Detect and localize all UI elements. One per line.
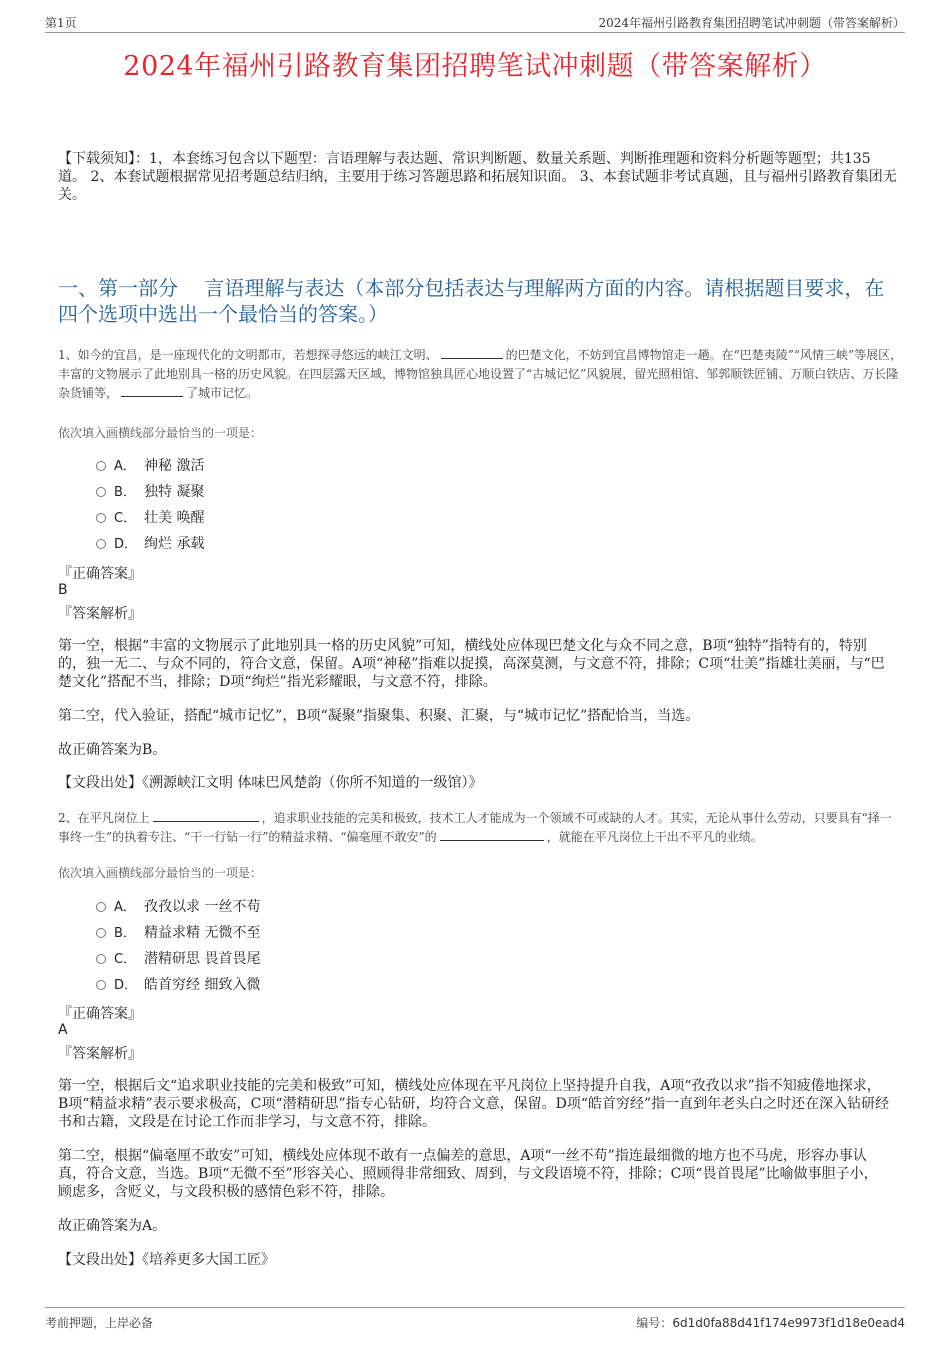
q1-conclusion: 故正确答案为B。 xyxy=(58,742,167,758)
q1-analysis-label: 『答案解析』 xyxy=(58,606,142,622)
radio-icon[interactable] xyxy=(96,928,106,938)
q2-conclusion: 故正确答案为A。 xyxy=(58,1218,167,1234)
option-key: B． xyxy=(114,485,136,500)
radio-icon[interactable] xyxy=(96,539,106,549)
q1-stem-part-a: 1、如今的宜昌，是一座现代化的文明都市，若想探寻悠远的峡江文明、 xyxy=(58,348,438,362)
header-doc-title: 2024年福州引路教育集团招聘笔试冲刺题（带答案解析） xyxy=(598,16,905,30)
q2-option-a[interactable] xyxy=(96,897,260,917)
page-number: 第1页 xyxy=(45,16,77,30)
option-text: 独特 凝聚 xyxy=(144,484,205,500)
q2-analysis-label: 『答案解析』 xyxy=(58,1046,142,1062)
q2-answer: A xyxy=(58,1022,68,1038)
q1-analysis-para-1: 第一空，根据“丰富的文物展示了此地别具一格的历史风貌”可知，横线处应体现巴楚文化与众不同之意，B项“独特”指特有的，特别的，独一无二、与众不同的，符合文意，保留。A项“神秘”指难以捉摸，高深莫测，与文意不符，排除；C项“壮美”指雄壮美丽，与“巴楚文化”搭配不当，排除；D项“绚烂”指光彩耀眼，与文意不符，排除。 xyxy=(58,638,885,690)
q1-stem-part-b: 的巴楚文化，不妨到宜昌博物馆走一趟。在“巴楚夷陵”“风情三峡”等展区，丰富的文物展示了此地别具一格的历史风貌。在四层露天区域，博物馆独具匠心地设置了“古城记忆”风貌展，留光照相馆、邹郭顺铁匠铺、万顺白铁店、万长隆杂货铺等， xyxy=(58,348,903,400)
radio-icon[interactable] xyxy=(96,461,106,471)
option-text: 神秘 激活 xyxy=(144,458,205,474)
footer-code-value: 6d1d0fa88d41f174e9973f1d18e0ead4 xyxy=(672,1316,905,1330)
q1-option-b[interactable] xyxy=(96,482,204,502)
q1-correct-label: 『正确答案』 xyxy=(58,566,142,582)
radio-icon[interactable] xyxy=(96,513,106,523)
q1-stem-part-c: 了城市记忆。 xyxy=(186,386,259,400)
option-key: A． xyxy=(114,900,136,915)
footer-doc-code xyxy=(636,1314,905,1331)
q1-analysis-para-2: 第二空，代入验证，搭配“城市记忆”，B项“凝聚”指聚集、积聚、汇聚，与“城市记忆”搭配恰当，当选。 xyxy=(58,708,700,724)
option-key: A． xyxy=(114,459,136,474)
q2-instruction: 依次填入画横线部分最恰当的一项是： xyxy=(58,866,263,880)
option-text: 孜孜以求 一丝不苟 xyxy=(144,899,261,915)
q1-option-d[interactable] xyxy=(96,534,204,554)
option-text: 皓首穷经 细致入微 xyxy=(144,977,261,993)
q1-source: 【文段出处】《溯源峡江文明 体味巴风楚韵（你所不知道的一级馆）》 xyxy=(58,775,483,791)
question-1-stem xyxy=(58,346,903,403)
q1-option-c[interactable] xyxy=(96,508,204,528)
download-notice: 【下载须知】：1，本套练习包含以下题型：言语理解与表达题、常识判断题、数量关系题、判断推理题和资料分析题等题型；共135道。 2、本套试题根据常见招考题总结归纳，主要用于练习答题思路和拓展知识面。 3、本套试题非考试真题，且与福州引路教育集团无关。 xyxy=(58,151,897,203)
radio-icon[interactable] xyxy=(96,902,106,912)
page-header xyxy=(45,14,905,33)
footer-slogan: 考前押题，上岸必备 xyxy=(45,1316,154,1330)
q1-blank-1 xyxy=(441,346,503,359)
section-heading: 一、第一部分 言语理解与表达（本部分包括表达与理解两方面的内容。请根据题目要求，在四个选项中选出一个最恰当的答案。） xyxy=(58,276,885,326)
option-text: 潜精研思 畏首畏尾 xyxy=(144,951,261,967)
option-key: C． xyxy=(114,952,137,967)
page-footer xyxy=(45,1307,905,1332)
document-title: 2024年福州引路教育集团招聘笔试冲刺题（带答案解析） xyxy=(123,51,827,82)
q1-option-a[interactable] xyxy=(96,456,204,476)
q2-analysis-para-2: 第二空，根据“偏毫厘不敢安”可知，横线处应体现不敢有一点偏差的意思，A项“一丝不苟”指连最细微的地方也不马虎，形容办事认真，符合文意，当选。B项“无微不至”形容关心、照顾得非常细致、周到，与文段语境不符，排除；C项“畏首畏尾”比喻做事胆子小，顾虑多，含贬义，与文段积极的感情色彩不符，排除。 xyxy=(58,1148,878,1200)
option-key: D． xyxy=(114,537,138,552)
q2-option-d[interactable] xyxy=(96,975,260,995)
q1-answer: B xyxy=(58,582,68,598)
radio-icon[interactable] xyxy=(96,954,106,964)
option-text: 精益求精 无微不至 xyxy=(144,925,261,941)
radio-icon[interactable] xyxy=(96,487,106,497)
q2-correct-label: 『正确答案』 xyxy=(58,1006,142,1022)
q2-source: 【文段出处】《培养更多大国工匠》 xyxy=(58,1252,275,1268)
footer-code-label: 编号： xyxy=(636,1316,673,1330)
option-key: B． xyxy=(114,926,136,941)
q2-option-b[interactable] xyxy=(96,923,260,943)
option-key: C． xyxy=(114,511,137,526)
q1-instruction: 依次填入画横线部分最恰当的一项是： xyxy=(58,426,263,440)
q2-blank-2 xyxy=(440,828,544,841)
q2-option-c[interactable] xyxy=(96,949,260,969)
q2-blank-1 xyxy=(153,809,259,822)
q1-blank-2 xyxy=(121,384,183,397)
radio-icon[interactable] xyxy=(96,980,106,990)
q2-analysis-para-1: 第一空，根据后文“追求职业技能的完美和极致”可知，横线处应体现在平凡岗位上坚持提升自我，A项“孜孜以求”指不知疲倦地探求，B项“精益求精”表示要求极高，C项“潜精研思”指专心钻研，均符合文意，保留。D项“皓首穷经”指一直到年老头白之时还在深入钻研经书和古籍，文段是在讨论工作而非学习，与文意不符，排除。 xyxy=(58,1078,890,1130)
question-2-stem xyxy=(58,809,903,847)
option-text: 壮美 唤醒 xyxy=(144,510,205,526)
q2-stem-part-a: 2、在平凡岗位上 xyxy=(58,811,150,825)
q2-stem-part-c: ，就能在平凡岗位上干出不平凡的业绩。 xyxy=(546,830,763,844)
option-text: 绚烂 承载 xyxy=(144,536,205,552)
q2-stem-part-b: ，追求职业技能的完美和极致，技术工人才能成为一个领域不可或缺的人才。其实，无论从事什么劳动，只要具有“择一事终一生”的执着专注、“干一行钻一行”的精益求精、“偏毫厘不敢安”的 xyxy=(58,811,892,844)
option-key: D． xyxy=(114,978,138,993)
